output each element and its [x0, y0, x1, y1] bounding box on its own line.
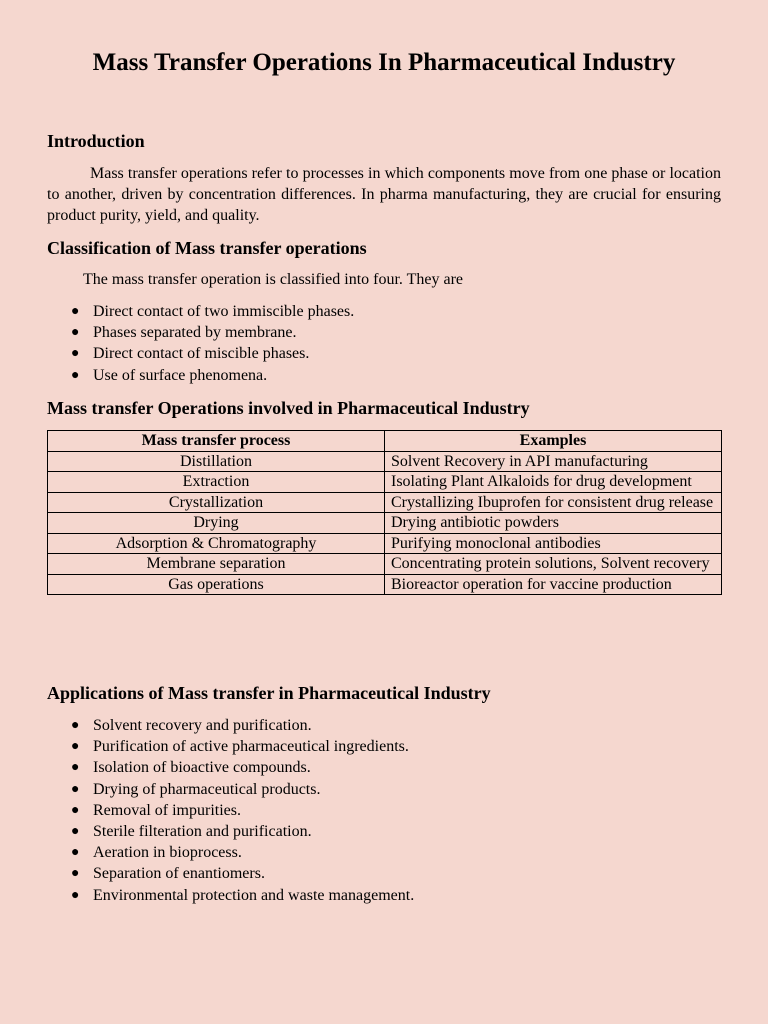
list-item: ● Purification of active pharmaceutical ingredients.	[47, 736, 414, 757]
bullet-icon: ●	[71, 367, 80, 383]
bullet-icon: ●	[71, 781, 80, 797]
process-cell: Distillation	[48, 451, 385, 472]
operations-heading: Mass transfer Operations involved in Pharmaceutical Industry	[47, 398, 530, 418]
list-item: ● Separation of enantiomers.	[47, 863, 414, 884]
example-cell: Concentrating protein solutions, Solvent recovery	[385, 554, 722, 575]
introduction-heading: Introduction	[47, 131, 145, 151]
bullet-icon: ●	[71, 739, 80, 755]
bullet-icon: ●	[71, 760, 80, 776]
bullet-icon: ●	[71, 866, 80, 882]
table-header-row	[48, 431, 722, 452]
table-row	[48, 451, 722, 472]
process-cell: Adsorption & Chromatography	[48, 533, 385, 554]
classification-heading: Classification of Mass transfer operations	[47, 238, 367, 258]
bullet-icon: ●	[71, 325, 80, 341]
list-item: ● Environmental protection and waste management.	[47, 885, 414, 906]
example-cell: Crystallizing Ibuprofen for consistent drug release	[385, 492, 722, 513]
bullet-icon: ●	[71, 802, 80, 818]
table-row	[48, 554, 722, 575]
table-row	[48, 513, 722, 534]
table-row	[48, 533, 722, 554]
table-row	[48, 574, 722, 595]
bullet-icon: ●	[71, 718, 80, 733]
bullet-icon: ●	[71, 824, 80, 840]
list-item: ● Direct contact of miscible phases.	[47, 343, 354, 364]
table-row	[48, 472, 722, 493]
list-item: ● Direct contact of two immiscible phases.	[47, 301, 354, 322]
list-item: ● Phases separated by membrane.	[47, 322, 354, 343]
column-header-examples: Examples	[385, 431, 722, 452]
list-item: ● Use of surface phenomena.	[47, 365, 354, 386]
example-cell: Isolating Plant Alkaloids for drug development	[385, 472, 722, 493]
example-cell: Bioreactor operation for vaccine production	[385, 574, 722, 595]
list-item: ● Isolation of bioactive compounds.	[47, 757, 414, 778]
column-header-process: Mass transfer process	[48, 431, 385, 452]
process-cell: Membrane separation	[48, 554, 385, 575]
applications-list	[47, 715, 414, 906]
bullet-icon: ●	[71, 304, 80, 319]
example-cell: Purifying monoclonal antibodies	[385, 533, 722, 554]
bullet-icon: ●	[71, 346, 80, 362]
bullet-icon: ●	[71, 887, 80, 903]
operations-table	[47, 430, 722, 595]
process-cell: Extraction	[48, 472, 385, 493]
example-cell: Drying antibiotic powders	[385, 513, 722, 534]
bullet-icon: ●	[71, 845, 80, 861]
list-item: ● Drying of pharmaceutical products.	[47, 779, 414, 800]
applications-heading: Applications of Mass transfer in Pharmaceutical Industry	[47, 683, 491, 703]
example-cell: Solvent Recovery in API manufacturing	[385, 451, 722, 472]
classification-paragraph: The mass transfer operation is classified into four. They are	[83, 271, 464, 288]
list-item: ● Solvent recovery and purification.	[47, 715, 414, 736]
process-cell: Crystallization	[48, 492, 385, 513]
document-title: Mass Transfer Operations In Pharmaceutical Industry	[92, 49, 676, 76]
process-cell: Gas operations	[48, 574, 385, 595]
introduction-paragraph: Mass transfer operations refer to processes in which components move from one phase or location to another, driven by concentration differences. In pharma manufacturing, they are crucial for ensuring product purity, yield, and quality.	[47, 165, 721, 224]
process-cell: Drying	[48, 513, 385, 534]
list-item: ● Aeration in bioprocess.	[47, 842, 414, 863]
classification-list	[47, 301, 354, 386]
list-item: ● Removal of impurities.	[47, 800, 414, 821]
table-row	[48, 492, 722, 513]
list-item: ● Sterile filteration and purification.	[47, 821, 414, 842]
